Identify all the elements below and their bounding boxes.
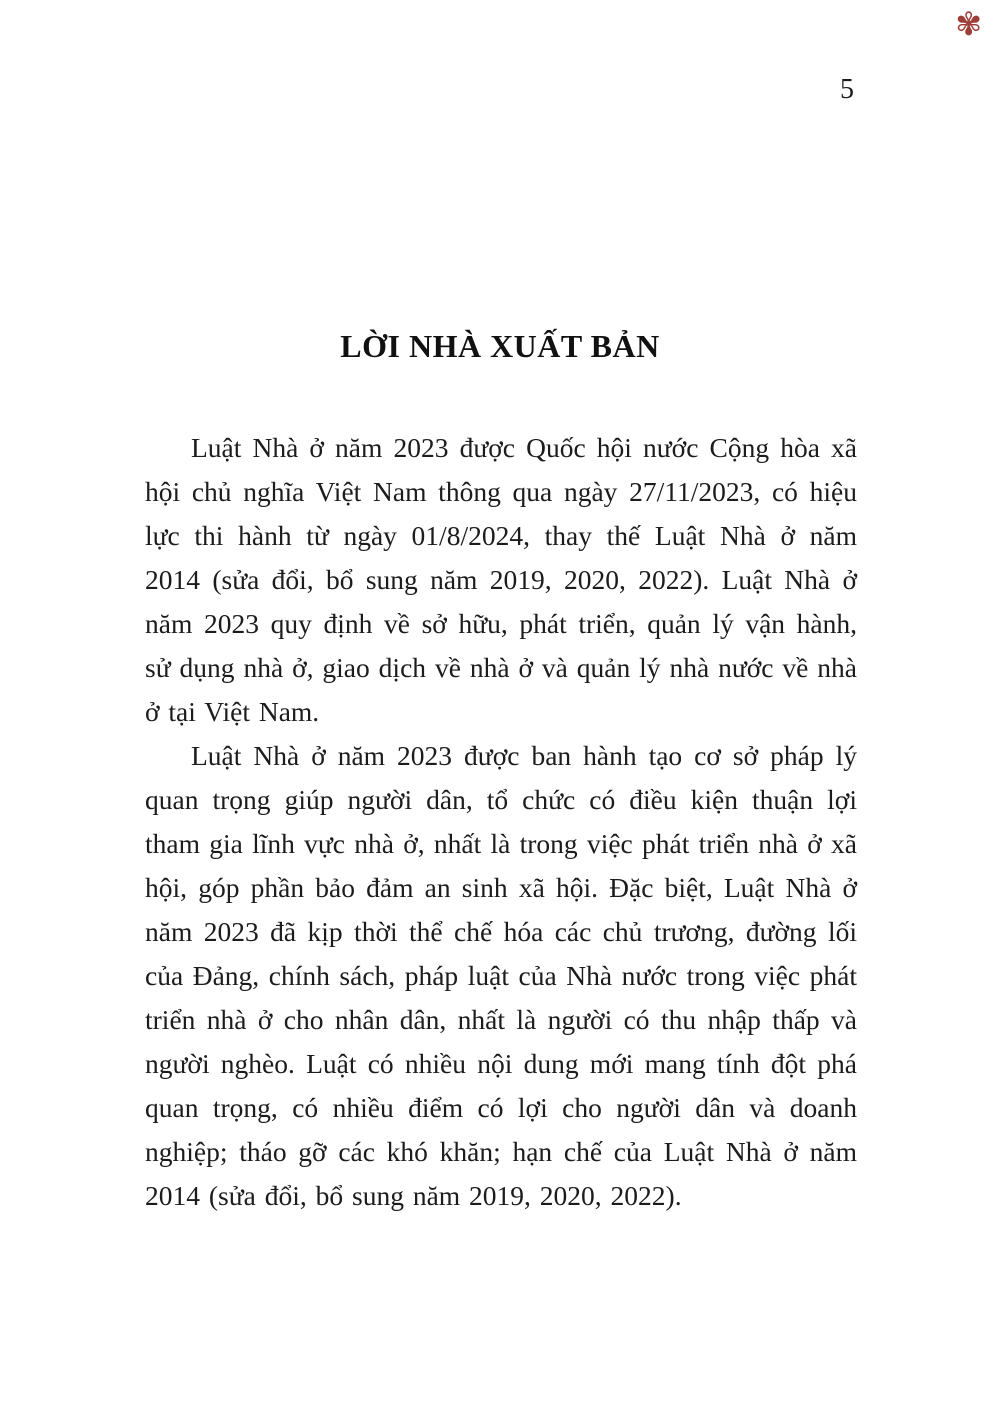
paragraph-2: Luật Nhà ở năm 2023 được ban hành tạo cơ sở pháp lý quan trọng giúp người dân, tổ chức có điều kiện thuận lợi tham gia lĩnh vực nhà ở, nhất là trong việc phát triển nhà ở xã hội, góp phần bảo đảm an sinh xã hội. Đặc biệt, Luật Nhà ở năm 2023 đã kịp thời thể chế hóa các chủ trương, đường lối của Đảng, chính sách, pháp luật của Nhà nước trong việc phát triển nhà ở cho nhân dân, nhất là người có thu nhập thấp và người nghèo. Luật có nhiều nội dung mới mang tính đột phá quan trọng, có nhiều điểm có lợi cho người dân và doanh nghiệp; tháo gỡ các khó khăn; hạn chế của Luật Nhà ở năm 2014 (sửa đổi, bổ sung năm 2019, 2020, 2022). [145,740,857,1211]
page-title: LỜI NHÀ XUẤT BẢN [340,328,660,364]
page-number: 5 [840,74,854,105]
paragraph-1: Luật Nhà ở năm 2023 được Quốc hội nước Cộng hòa xã hội chủ nghĩa Việt Nam thông qua ngày 27/11/2023, có hiệu lực thi hành từ ngày 01/8/2024, thay thế Luật Nhà ở năm 2014 (sửa đổi, bổ sung năm 2019, 2020, 2022). Luật Nhà ở năm 2023 quy định về sở hữu, phát triển, quản lý vận hành, sử dụng nhà ở, giao dịch về nhà ở và quản lý nhà nước về nhà ở tại Việt Nam. [145,432,857,727]
page-body [145,426,857,1218]
flower-icon: ✾ [955,6,982,42]
